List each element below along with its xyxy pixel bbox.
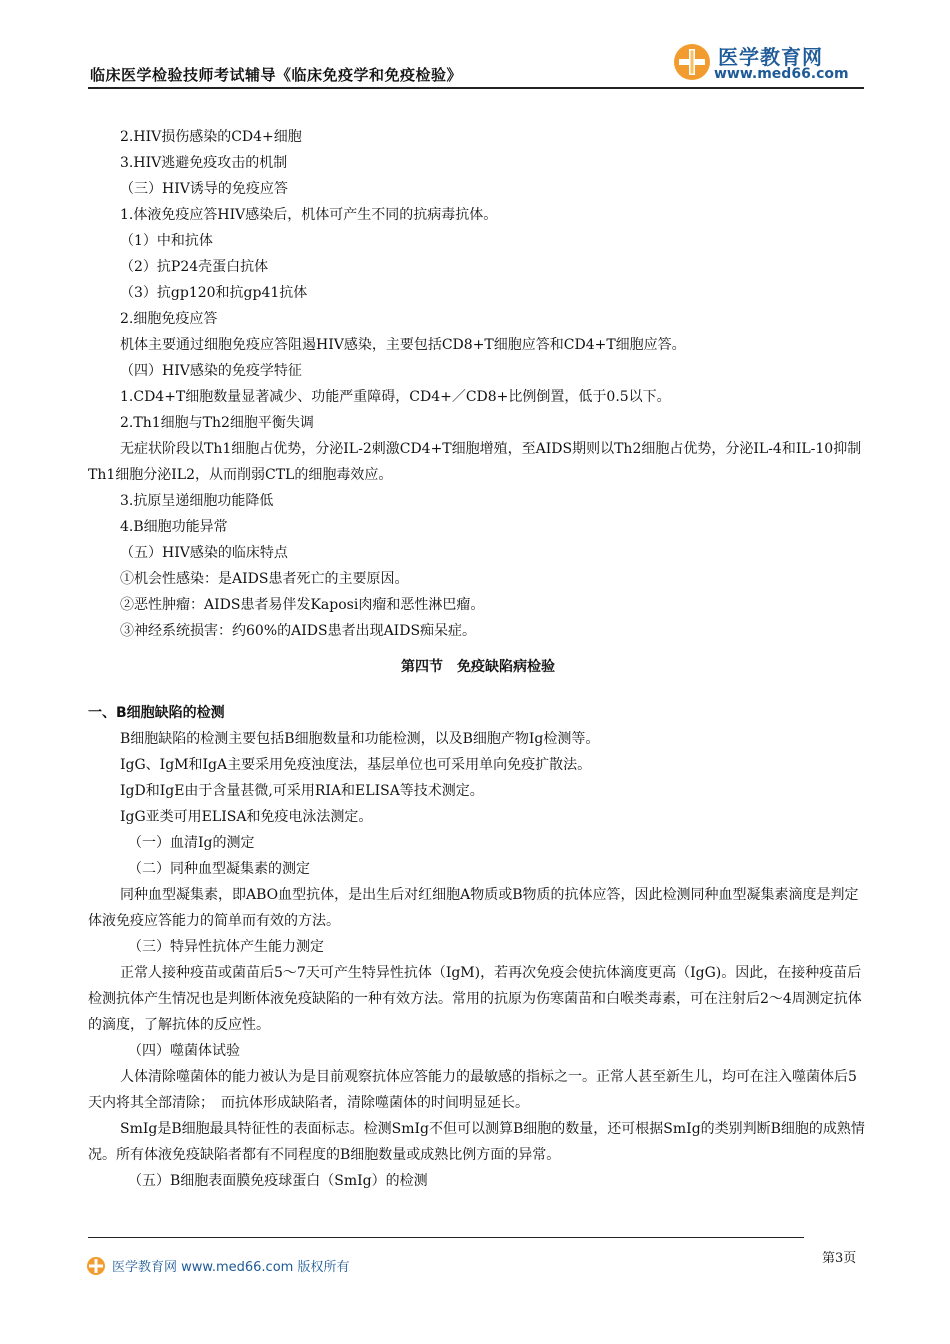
- text-line: 3.抗原呈递细胞功能降低: [120, 493, 274, 509]
- text-line: （三）HIV诱导的免疫应答: [120, 181, 288, 197]
- text-line: B细胞缺陷的检测主要包括B细胞数量和功能检测，以及B细胞产物Ig检测等。: [120, 731, 600, 747]
- paragraph-th-balance: 无症状阶段以Th1细胞占优势，分泌IL-2刺激CD4+T细胞增殖，至AIDS期则以Th2细胞占优势，分泌IL-4和IL-10抑制Th1细胞分泌IL2，从而削弱CTL的细胞毒效应。: [88, 441, 862, 483]
- header-divider: [88, 87, 864, 89]
- text-line: IgG、IgM和IgA主要采用免疫浊度法，基层单位也可采用单向免疫扩散法。: [120, 757, 592, 773]
- paragraph-phage: 人体清除噬菌体的能力被认为是目前观察抗体应答能力的最敏感的指标之一。正常人甚至新生儿，均可在注入噬菌体后5天内将其全部清除； 而抗体形成缺陷者，清除噬菌体的时间明显延长。: [88, 1069, 857, 1111]
- document-body: [88, 124, 868, 1194]
- text-line: ③神经系统损害：约60%的AIDS患者出现AIDS痴呆症。: [120, 623, 477, 639]
- footer-copyright[interactable]: 医学教育网 www.med66.com 版权所有: [112, 1260, 350, 1275]
- logo-name: 医学教育网: [718, 45, 823, 69]
- text-line: 1.体液免疫应答HIV感染后，机体可产生不同的抗病毒抗体。: [120, 207, 498, 223]
- text-line: 2.Th1细胞与Th2细胞平衡失调: [120, 415, 314, 431]
- text-line: （1）中和抗体: [120, 233, 213, 249]
- text-line: 4.B细胞功能异常: [120, 519, 228, 535]
- text-line: （四）噬菌体试验: [128, 1043, 240, 1059]
- text-line: （五）HIV感染的临床特点: [120, 545, 288, 561]
- logo-url[interactable]: www.med66.com: [714, 66, 849, 82]
- text-line: 2.HIV损伤感染的CD4+细胞: [120, 129, 302, 145]
- header-title: 临床医学检验技师考试辅导《临床免疫学和免疫检验》: [90, 66, 463, 84]
- paragraph-vaccine: 正常人接种疫苗或菌苗后5～7天可产生特异性抗体（IgM)，若再次免疫会使抗体滴度更高（IgG)。因此，在接种疫苗后检测抗体产生情况也是判断体液免疫缺陷的一种有效方法。常用的抗原为伤寒菌苗和白喉类毒素，可在注射后2～4周测定抗体的滴度，了解抗体的反应性。: [88, 965, 862, 1033]
- text-line: ②恶性肿瘤：AIDS患者易伴发Kaposi肉瘤和恶性淋巴瘤。: [120, 597, 485, 613]
- subsection-title: 一、B细胞缺陷的检测: [88, 705, 225, 721]
- text-line: ①机会性感染：是AIDS患者死亡的主要原因。: [120, 571, 409, 587]
- site-logo[interactable]: [672, 38, 872, 88]
- page-number: 第3页: [822, 1251, 857, 1266]
- logo-cross-icon: [672, 42, 712, 82]
- text-line: （2）抗P24壳蛋白抗体: [120, 259, 269, 275]
- paragraph-abo: 同种血型凝集素，即ABO血型抗体，是出生后对红细胞A物质或B物质的抗体应答，因此检测同种血型凝集素滴度是判定体液免疫应答能力的简单而有效的方法。: [88, 887, 859, 929]
- text-line: （二）同种血型凝集素的测定: [128, 861, 310, 877]
- text-line: 机体主要通过细胞免疫应答阻遏HIV感染，主要包括CD8+T细胞应答和CD4+T细胞应答。: [120, 337, 686, 353]
- text-line: IgG亚类可用ELISA和免疫电泳法测定。: [120, 809, 373, 825]
- text-line: （四）HIV感染的免疫学特征: [120, 363, 302, 379]
- text-line: 3.HIV逃避免疫攻击的机制: [120, 155, 288, 171]
- paragraph-smig: SmIg是B细胞最具特征性的表面标志。检测SmIg不但可以测算B细胞的数量，还可根据SmIg的类别判断B细胞的成熟情况。所有体液免疫缺陷者都有不同程度的B细胞数量或成熟比例方面的异常。: [88, 1121, 865, 1163]
- text-line: （一）血清Ig的测定: [128, 835, 255, 851]
- footer-logo-icon: [86, 1256, 106, 1276]
- text-line: （3）抗gp120和抗gp41抗体: [120, 285, 308, 301]
- footer-divider: [88, 1237, 804, 1238]
- text-line: （三）特异性抗体产生能力测定: [128, 939, 324, 955]
- text-line: IgD和IgE由于含量甚微,可采用RIA和ELISA等技术测定。: [120, 783, 484, 799]
- section-title: 第四节 免疫缺陷病检验: [401, 659, 555, 675]
- text-line: （五）B细胞表面膜免疫球蛋白（SmIg）的检测: [128, 1173, 428, 1189]
- text-line: 1.CD4+T细胞数量显著减少、功能严重障碍，CD4+／CD8+比例倒置，低于0.5以下。: [120, 389, 671, 405]
- text-line: 2.细胞免疫应答: [120, 311, 218, 327]
